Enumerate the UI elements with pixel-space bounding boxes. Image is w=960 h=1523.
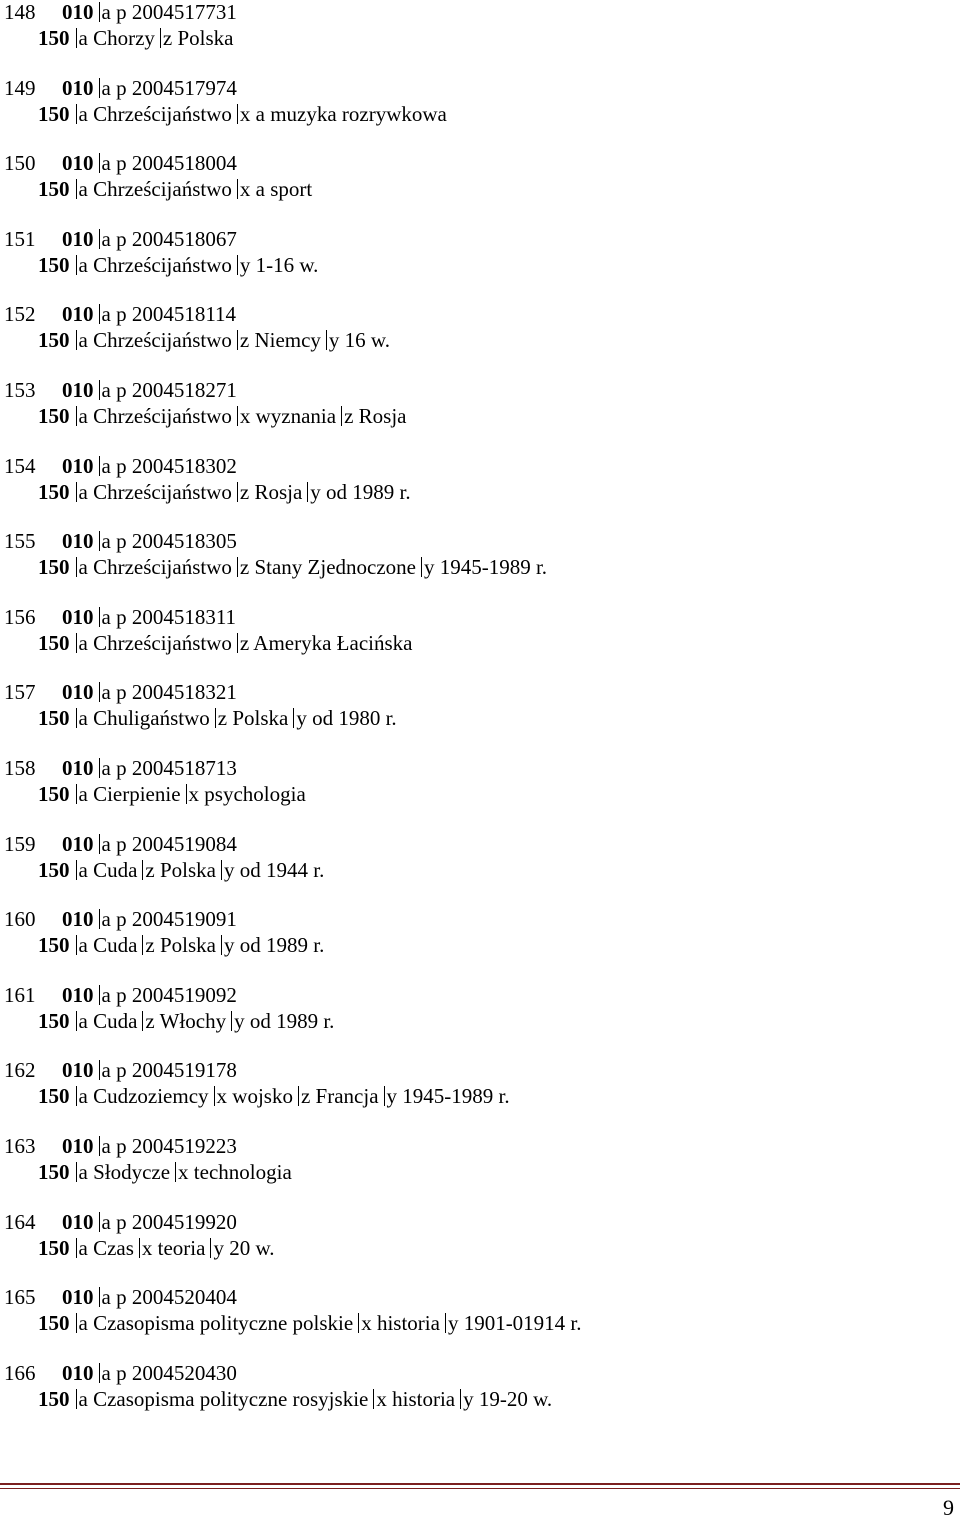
record-line-150 [0, 1083, 960, 1109]
subfield: y od 1989 r. [302, 480, 410, 504]
tag-010: 010 [62, 529, 94, 554]
record-line-010 [0, 1209, 960, 1235]
subfield: x wojsko [209, 1084, 293, 1108]
subfield-id: a p 2004519084 [94, 832, 237, 856]
record-number: 150 [4, 151, 36, 176]
subfield-id: a p 2004519178 [94, 1058, 237, 1082]
record-line-010 [0, 1284, 960, 1310]
record-number: 151 [4, 226, 36, 251]
subfield: y od 1980 r. [288, 706, 396, 730]
subfield: a Chuligaństwo [70, 706, 210, 730]
record-entry [0, 906, 960, 982]
tag-010: 010 [62, 1285, 94, 1310]
record-line-150 [0, 101, 960, 127]
record-line-010 [0, 528, 960, 554]
tag-010: 010 [62, 453, 94, 478]
subfield: a Chrześcijaństwo [70, 253, 232, 277]
tag-010: 010 [62, 151, 94, 176]
record-entry [0, 75, 960, 151]
record-line-010 [0, 0, 960, 25]
subfield: y 19-20 w. [455, 1387, 552, 1411]
subfield: a Cuda [70, 933, 138, 957]
tag-150: 150 [38, 857, 70, 882]
subfield-id: a p 2004518321 [94, 680, 237, 704]
subfield: x a sport [232, 177, 312, 201]
tag-010: 010 [62, 1360, 94, 1385]
tag-010: 010 [62, 1058, 94, 1083]
record-line-150 [0, 1310, 960, 1336]
record-line-010 [0, 906, 960, 932]
tag-150: 150 [38, 177, 70, 202]
subfield: z Rosja [232, 480, 302, 504]
record-line-150 [0, 705, 960, 731]
subfield: z Niemcy [232, 328, 321, 352]
record-line-150 [0, 479, 960, 505]
tag-150: 150 [38, 1311, 70, 1336]
tag-010: 010 [62, 907, 94, 932]
tag-150: 150 [38, 630, 70, 655]
tag-010: 010 [62, 982, 94, 1007]
record-entry [0, 679, 960, 755]
record-line-150 [0, 1386, 960, 1412]
record-entry [0, 453, 960, 529]
subfield: a Chrześcijaństwo [70, 555, 232, 579]
record-line-150 [0, 176, 960, 202]
record-line-010 [0, 831, 960, 857]
record-number: 149 [4, 75, 36, 100]
tag-010: 010 [62, 680, 94, 705]
record-line-150 [0, 1159, 960, 1185]
record-line-150 [0, 1235, 960, 1261]
record-number: 154 [4, 453, 36, 478]
record-entry [0, 150, 960, 226]
subfield-id: a p 2004519091 [94, 907, 237, 931]
record-entry [0, 1209, 960, 1285]
tag-150: 150 [38, 101, 70, 126]
subfield: z Ameryka Łacińska [232, 631, 413, 655]
tag-150: 150 [38, 252, 70, 277]
record-line-150 [0, 630, 960, 656]
record-entry [0, 226, 960, 302]
subfield: z Włochy [137, 1009, 226, 1033]
record-line-010 [0, 150, 960, 176]
record-number: 157 [4, 680, 36, 705]
tag-150: 150 [38, 1235, 70, 1260]
subfield: z Stany Zjednoczone [232, 555, 416, 579]
record-number: 156 [4, 604, 36, 629]
subfield: a Chrześcijaństwo [70, 102, 232, 126]
subfield: z Polska [155, 26, 234, 50]
record-number: 158 [4, 755, 36, 780]
record-entry [0, 755, 960, 831]
record-line-150 [0, 403, 960, 429]
record-number: 166 [4, 1360, 36, 1385]
subfield: x psychologia [181, 782, 306, 806]
subfield: a Chrześcijaństwo [70, 480, 232, 504]
subfield: x historia [368, 1387, 455, 1411]
subfield: a Cierpienie [70, 782, 181, 806]
subfield: y 20 w. [205, 1236, 274, 1260]
record-number: 165 [4, 1285, 36, 1310]
tag-150: 150 [38, 479, 70, 504]
record-line-010 [0, 755, 960, 781]
record-line-010 [0, 301, 960, 327]
record-entry [0, 1284, 960, 1360]
subfield-id: a p 2004520430 [94, 1361, 237, 1385]
subfield: y 16 w. [321, 328, 390, 352]
tag-150: 150 [38, 1008, 70, 1033]
subfield-id: a p 2004518302 [94, 454, 237, 478]
record-entry [0, 982, 960, 1058]
record-line-150 [0, 857, 960, 883]
subfield: y 1945-1989 r. [416, 555, 547, 579]
record-number: 160 [4, 907, 36, 932]
record-number: 152 [4, 302, 36, 327]
record-number: 155 [4, 529, 36, 554]
subfield: y od 1989 r. [216, 933, 324, 957]
record-entry [0, 301, 960, 377]
record-line-150 [0, 781, 960, 807]
subfield: y 1945-1989 r. [379, 1084, 510, 1108]
record-entry [0, 1057, 960, 1133]
subfield-id: a p 2004519092 [94, 983, 237, 1007]
tag-010: 010 [62, 75, 94, 100]
record-line-150 [0, 327, 960, 353]
tag-150: 150 [38, 26, 70, 50]
record-line-010 [0, 1057, 960, 1083]
subfield-id: a p 2004518114 [94, 302, 237, 326]
subfield: z Polska [137, 858, 216, 882]
record-line-010 [0, 226, 960, 252]
record-entry [0, 377, 960, 453]
record-line-010 [0, 1133, 960, 1159]
tag-010: 010 [62, 377, 94, 402]
tag-010: 010 [62, 1209, 94, 1234]
tag-150: 150 [38, 1386, 70, 1411]
subfield: a Czasopisma polityczne rosyjskie [70, 1387, 369, 1411]
record-line-150 [0, 932, 960, 958]
record-entry [0, 1360, 960, 1436]
record-entry [0, 0, 960, 75]
record-number: 162 [4, 1058, 36, 1083]
record-line-150 [0, 554, 960, 580]
subfield: y 1901-01914 r. [440, 1311, 582, 1335]
record-line-010 [0, 982, 960, 1008]
subfield: x a muzyka rozrywkowa [232, 102, 447, 126]
tag-150: 150 [38, 933, 70, 958]
record-number: 163 [4, 1133, 36, 1158]
record-line-150 [0, 1008, 960, 1034]
subfield: a Cudzoziemcy [70, 1084, 209, 1108]
tag-010: 010 [62, 226, 94, 251]
subfield-id: a p 2004519223 [94, 1134, 237, 1158]
tag-150: 150 [38, 781, 70, 806]
record-line-010 [0, 1360, 960, 1386]
tag-010: 010 [62, 0, 94, 24]
subfield-id: a p 2004518305 [94, 529, 237, 553]
subfield: a Chrześcijaństwo [70, 631, 232, 655]
subfield: x technologia [170, 1160, 292, 1184]
record-number: 159 [4, 831, 36, 856]
subfield-id: a p 2004517731 [94, 0, 237, 24]
subfield: x historia [353, 1311, 440, 1335]
subfield: x wyznania [232, 404, 336, 428]
footer-rule-thin [0, 1488, 960, 1489]
tag-150: 150 [38, 706, 70, 731]
subfield: a Słodycze [70, 1160, 171, 1184]
tag-150: 150 [38, 328, 70, 353]
subfield: y od 1989 r. [226, 1009, 334, 1033]
tag-010: 010 [62, 604, 94, 629]
subfield: z Francja [293, 1084, 379, 1108]
subfield: y od 1944 r. [216, 858, 324, 882]
subfield: a Czas [70, 1236, 134, 1260]
tag-010: 010 [62, 831, 94, 856]
page-number: 9 [943, 1495, 954, 1520]
record-number: 153 [4, 377, 36, 402]
record-number: 148 [4, 0, 36, 24]
subfield: z Polska [210, 706, 289, 730]
record-line-010 [0, 75, 960, 101]
tag-010: 010 [62, 755, 94, 780]
subfield: y 1-16 w. [232, 253, 319, 277]
tag-010: 010 [62, 1133, 94, 1158]
subfield: z Polska [137, 933, 216, 957]
subfield: x teoria [134, 1236, 206, 1260]
subfield: a Czasopisma polityczne polskie [70, 1311, 354, 1335]
subfield-id: a p 2004518004 [94, 151, 237, 175]
subfield: a Chrześcijaństwo [70, 177, 232, 201]
footer-rule [0, 1483, 960, 1485]
subfield: a Chrześcijaństwo [70, 404, 232, 428]
record-number: 164 [4, 1209, 36, 1234]
record-line-010 [0, 453, 960, 479]
subfield-id: a p 2004517974 [94, 76, 237, 100]
record-line-010 [0, 679, 960, 705]
record-line-150 [0, 25, 960, 51]
subfield-id: a p 2004519920 [94, 1210, 237, 1234]
subfield-id: a p 2004520404 [94, 1285, 237, 1309]
subfield: z Rosja [336, 404, 406, 428]
record-line-010 [0, 604, 960, 630]
subfield-id: a p 2004518067 [94, 227, 237, 251]
subfield: a Cuda [70, 858, 138, 882]
subfield: a Chorzy [70, 26, 155, 50]
record-line-150 [0, 252, 960, 278]
subfield: a Cuda [70, 1009, 138, 1033]
subfield-id: a p 2004518713 [94, 756, 237, 780]
tag-010: 010 [62, 302, 94, 327]
subfield-id: a p 2004518271 [94, 378, 237, 402]
tag-150: 150 [38, 1084, 70, 1109]
record-entry [0, 1133, 960, 1209]
record-entry [0, 831, 960, 907]
record-entry [0, 604, 960, 680]
subfield-id: a p 2004518311 [94, 605, 237, 629]
tag-150: 150 [38, 403, 70, 428]
tag-150: 150 [38, 1159, 70, 1184]
record-entry [0, 528, 960, 604]
subfield: a Chrześcijaństwo [70, 328, 232, 352]
record-line-010 [0, 377, 960, 403]
record-number: 161 [4, 982, 36, 1007]
tag-150: 150 [38, 555, 70, 580]
